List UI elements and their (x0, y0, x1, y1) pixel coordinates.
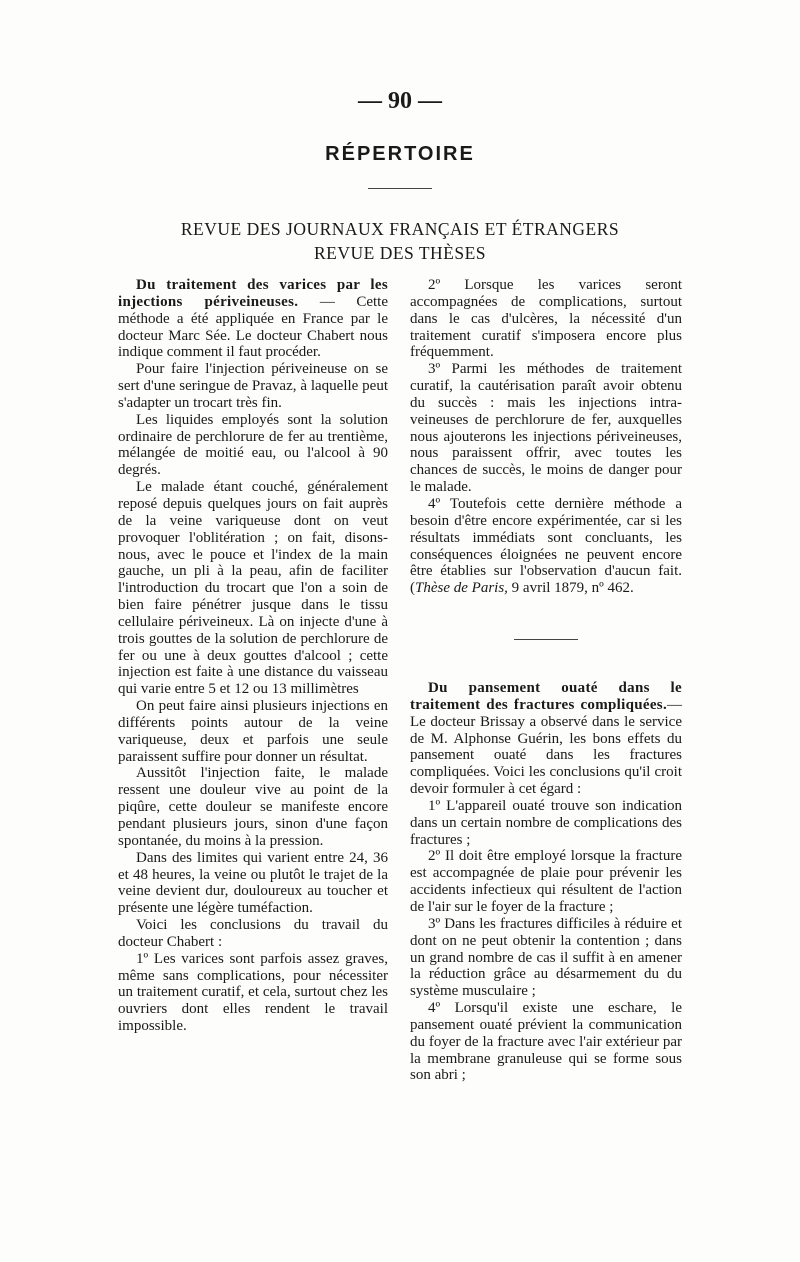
subtitle-theses: REVUE DES THÈSES (314, 243, 486, 263)
article2-paragraph: 4º Lorsqu'il existe une eschare, le pansement ouaté prévient la communication du foyer de la fracture avec l'air extérieur par la membrane granuleuse qui se forme sous son abri ; (410, 1000, 682, 1084)
article1-paragraph: On peut faire ainsi plusieurs injections en différents points autour de la veine variqueuse, deux et parfois une seule paraissent suffire pour donner un résultat. (118, 698, 388, 765)
article2-paragraph: 3º Dans les fractures difficiles à réduire et dont on ne peut obtenir la contention ; dans un grand nombre de cas il suffit à en amener la réduction grâce au désarmement du du système musculaire ; (410, 915, 682, 1000)
article1-title: Du traitement des varices par les injections périveineuses. (118, 277, 388, 310)
article2-title: Du pansement ouaté dans le traitement des fractures compliquées. (410, 680, 682, 713)
article1-paragraph: 1º Les varices sont parfois assez graves, même sans complications, pour nécessiter un traitement curatif, et cela, surtout chez les ouvriers dont elles rendent le travail impossible. (118, 950, 388, 1035)
article1-paragraph: Pour faire l'injection périveineuse on se sert d'une seringue de Pravaz, à laquelle peut s'adapter un trocart très fin. (118, 361, 388, 411)
page-number: — 90 — (358, 88, 442, 114)
left-column (118, 277, 388, 1035)
article1-paragraph: Le malade étant couché, généralement reposé depuis quelques jours on fait auprès de la veine variqueuse dont on veut provoquer l'oblitération ; on fait, disons-nous, avec le pouce et l'index de la main gauche, un pli à la peau, afin de faciliter l'introduction du trocart que l'on a soin de bien faire pénétrer jusque dans le tissu cellulaire périveineux. Là on injecte d'une à trois gouttes de la solution de perchlorure de fer ou une à deux gouttes d'alcool ; cette injection est faite à une distance du vaisseau qui varie entre 5 et 12 ou 13 millimètres (118, 479, 388, 698)
citation-date: 9 avril 1879, nº 462. (507, 580, 634, 597)
article2-paragraph: 2º Il doit être employé lorsque la fracture est accompagnée de plaie pour prévenir les accidents infectieux qui résultent de l'action de l'air sur le foyer de la fracture ; (410, 848, 682, 915)
article2-paragraph: —Le docteur Brissay a observé dans le service de M. Alphonse Guérin, les bons effets du pansement ouaté dans les fractures compliquées. Voici les conclusions qu'il croit devoir formuler à cet égard : (410, 696, 682, 798)
article1-paragraph: Aussitôt l'injection faite, le malade ressent une douleur vive au point de la piqûre, cette douleur se manifeste encore pendant plusieurs jours, sinon d'une façon spontanée, du moins à la pression. (118, 765, 388, 849)
subtitle-journals: REVUE DES JOURNAUX FRANÇAIS ET ÉTRANGERS (180, 219, 620, 239)
section-title: RÉPERTOIRE (325, 143, 475, 165)
article1-paragraph: 4º Toutefois cette dernière méthode a besoin d'être encore expérimentée, car si les résultats immédiats sont concluants, les conséquences éloignées ne peuvent encore être établies sur l'observation d'aucun fait. ( (410, 495, 682, 597)
article1-intro (118, 277, 388, 361)
article1-paragraph: 3º Parmi les méthodes de traitement curatif, la cautérisation paraît avoir obtenu du succès : mais les injections intra-veineuses de perchlorure de fer, auxquelles nous ajouterons les injections périveineuses, nous paraissent offrir, avec toutes les chances de succès, le moins de danger pour le malade. (410, 361, 682, 496)
article1-paragraph: Les liquides employés sont la solution ordinaire de perchlorure de fer au trentième, mélangée de moitié eau, ou l'alcool à 90 degrés. (118, 411, 388, 479)
article2-intro (410, 680, 682, 798)
article-divider (514, 639, 578, 640)
article1-conclusion (410, 496, 682, 597)
article1-paragraph: Voici les conclusions du travail du docteur Chabert : (118, 917, 388, 950)
article1-paragraph: — Cette méthode a été appliquée en France par le docteur Marc Sée. Le docteur Chabert nous indique comment il faut procéder. (118, 293, 388, 361)
right-column (410, 277, 682, 1084)
article1-paragraph: 2º Lorsque les varices seront accompagnées de complications, surtout dans le cas d'ulcères, la nécessité d'un traitement curatif s'imposera encore plus fréquemment. (410, 277, 682, 361)
citation-source: Thèse de Paris, (415, 580, 508, 597)
article2-paragraph: 1º L'appareil ouaté trouve son indication dans un certain nombre de complications des fractures ; (410, 797, 682, 848)
article1-paragraph: Dans des limites qui varient entre 24, 36 et 48 heures, la veine ou plutôt le trajet de la veine devient dur, douloureux au toucher et présente une légère tuméfaction. (118, 849, 388, 917)
title-divider (368, 188, 432, 189)
